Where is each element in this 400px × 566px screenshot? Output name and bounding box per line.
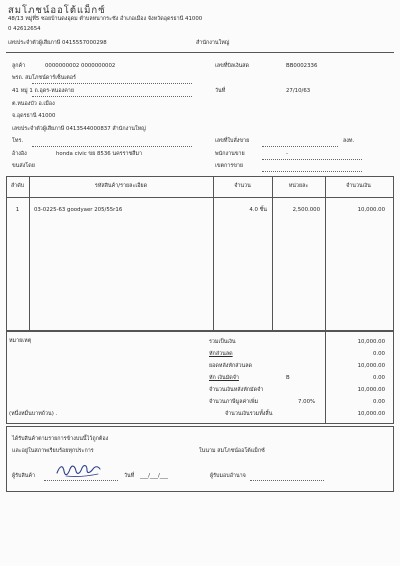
receiver-label: ผู้รับสินค้า [12,473,36,479]
col-header-amount: จำนวนเงิน [346,183,371,189]
summary-label-grand-total: จำนวนเงินรวมทั้งสิ้น [225,411,273,417]
row-no: 1 [15,207,20,213]
summary-value-deposit: 0.00 [372,375,385,381]
delivery-label: ขนส่งโดย [12,163,35,169]
amount-in-words: (หนึ่งหมื่นบาทถ้วน) . [9,411,58,417]
customer-phone-label: โทร. [12,138,24,144]
col-header-description: รหัสสินค้า/รายละเอียด [94,183,148,189]
invoice-no-label: เลขที่บิลเงินสด [215,63,250,69]
company-address: 48/13 หมู่ที่5 ซอยบ้านดงอุดม ตำบลหนากระชัง อำเภอเมือง จังหวัดอุดรธานี 41000 [8,16,203,22]
company-branch: สำนักงานใหญ่ [196,40,230,46]
summary-label-after-deposit: จำนวนเงินหลังหักมัดจำ [209,387,264,393]
customer-code-value: 0000000002 0000000002 [45,63,116,69]
summary-label-vat: จำนวนภาษีมูลค่าเพิ่ม [209,399,259,405]
company-signatory: ในนาม สมโภชน์ออโต้แม็กซ์ [199,448,265,454]
reference-label: อ้างอิง [12,151,27,157]
receive-date-label: วันที่ [124,473,135,479]
company-name: สมโภชน์ออโต้แม็กซ์ [8,5,106,16]
summary-vat-rate: 7.00% [298,399,316,405]
authorized-label: ผู้รับมอบอำนาจ [210,473,246,479]
company-tax-id: เลขประจำตัวผู้เสียภาษี 0415557000298 [8,40,107,46]
underline [262,171,362,172]
column-divider [325,176,326,331]
column-divider [213,176,214,331]
invoice-no: BB0002336 [286,63,318,69]
reference-value: honda civic ขย 8536 นครราชสีมา [56,151,143,157]
summary-deposit-ref: B [286,375,290,381]
customer-address-line2: ต.หนองบัว อ.เมือง [12,101,55,107]
underline [262,146,338,147]
underline [32,96,192,97]
receiver-signature-line [44,480,118,481]
sales-area-label: เขตการขาย [215,163,244,169]
underline [262,159,362,160]
summary-value-grand-total: 10,000.00 [357,411,385,417]
receipt-note-line1: ได้รับสินค้าตามรายการข้างบนนี้ไว้ถูกต้อง [12,436,109,442]
col-header-qty: จำนวน [234,183,251,189]
date-label: วันที่ [215,88,226,94]
underline [32,83,192,84]
summary-label-after-discount: ยอดหลังหักส่วนลด [209,363,253,369]
receipt-note-line2: และอยู่ในสภาพเรียบร้อยทุกประการ [12,448,94,454]
customer-address-line1: 41 หมู่ 1 ถ.อุดร-หนองคาย [12,88,74,94]
row-amount: 10,000.00 [357,207,385,213]
salesbook-suffix: ลงท. [343,138,355,144]
summary-value-vat: 0.00 [372,399,385,405]
authorized-signature-line [250,480,324,481]
remark-label: หมายเหตุ [9,338,32,344]
customer-tax-id: เลขประจำตัวผู้เสียภาษี 0413544000837 สำนักงานใหญ่ [12,126,146,132]
salesperson-label: พนักงานขาย [215,151,245,157]
table-header-divider [6,197,393,198]
header-divider [6,52,394,53]
underline [32,146,192,147]
summary-label-subtotal: รวมเป็นเงิน [209,339,236,345]
col-header-no: ลำดับ [10,183,25,189]
row-unit-price: 2,500.000 [292,207,320,213]
salesbook-label: เลขที่ใบสั่งขาย [215,138,250,144]
summary-value-discount: 0.00 [372,351,385,357]
customer-address-line3: จ.อุดรธานี 41000 [12,113,56,119]
company-phone: 0 42612654 [8,26,41,32]
customer-name: พรถ. สมโภชน์ดาร์เซ็นเตอร์ [12,75,76,81]
summary-value-after-deposit: 10,000.00 [357,387,385,393]
summary-value-after-discount: 10,000.00 [357,363,385,369]
row-qty: 4.0 ชิ้น [249,207,267,213]
summary-label-deposit: หัก เงินมัดจำ [209,375,239,381]
row-description: 03-0225-63 goodyaer 205/55r16 [34,207,123,213]
summary-label-discount: หักส่วนลด [209,351,233,357]
summary-value-subtotal: 10,000.00 [357,339,385,345]
receiver-signature [54,461,104,479]
salesperson-value: - [286,151,288,157]
col-header-unit-price: หน่วยละ [288,183,309,189]
column-divider [29,176,30,331]
invoice-date: 27/10/63 [286,88,311,94]
customer-code-label: ลูกค้า [12,63,26,69]
items-table [6,176,394,332]
column-divider [272,176,273,331]
receive-date-blank: ___/___/___ [140,473,168,479]
